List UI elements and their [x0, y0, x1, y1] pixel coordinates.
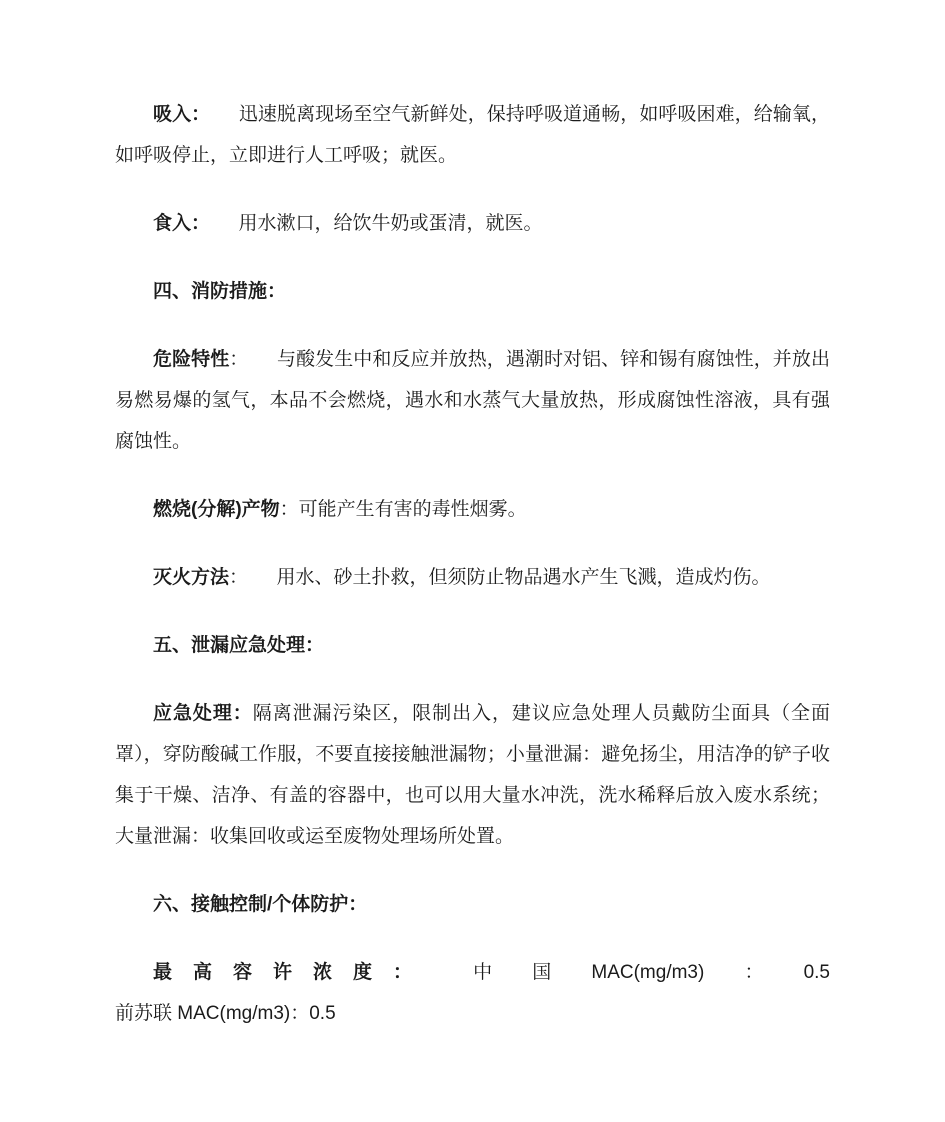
- para-combustion-products: [115, 489, 830, 530]
- mac-label: 最高容许浓度：: [153, 962, 434, 983]
- label-gap: [239, 567, 277, 588]
- para-inhalation: [115, 94, 830, 176]
- label-colon: ：: [229, 349, 239, 370]
- label-colon: ：: [279, 499, 299, 520]
- paragraph-text: 隔离泄漏污染区，限制出入，建议应急处理人员戴防尘面具（全面罩），穿防酸碱工作服，不要直接接触泄漏物；小量泄漏：避免扬尘，用洁净的铲子收集于干燥、洁净、有盖的容器中，也可以用大量水冲洗，洗水稀释后放入废水系统；大量泄漏：收集回收或运至废物处理场所处置。: [115, 703, 830, 847]
- para-extinguishing-methods: [115, 557, 830, 598]
- label-gap: [201, 213, 239, 234]
- mac-segment: 国: [532, 962, 552, 983]
- paragraph-label: 燃烧(分解)产物: [153, 499, 280, 520]
- para-ingestion: [115, 203, 830, 244]
- paragraph-label: 危险特性: [153, 349, 230, 370]
- paragraph-text: 与酸发生中和反应并放热，遇潮时对铝、锌和锡有腐蚀性，并放出易燃易爆的氢气，本品不会燃烧，遇水和水蒸气大量放热，形成腐蚀性溶液，具有强腐蚀性。: [115, 349, 830, 452]
- para-emergency-treatment: [115, 693, 830, 857]
- mac-justified-line: [153, 952, 830, 993]
- paragraph-text: 用水、砂土扑救，但须防止物品遇水产生飞溅，造成灼伤。: [276, 567, 771, 588]
- label-colon: ：: [229, 567, 239, 588]
- label-gap: [239, 349, 277, 370]
- mac-line2: 前苏联 MAC(mg/m3)：0.5: [115, 1003, 336, 1024]
- document-page: [115, 94, 830, 1034]
- mac-segment: 0.5: [803, 962, 830, 983]
- paragraph-text: 可能产生有害的毒性烟雾。: [298, 499, 527, 520]
- paragraph-label: 食入：: [153, 213, 201, 234]
- section-heading-fire-measures: 四、消防措施：: [153, 281, 287, 302]
- para-hazard-characteristics: [115, 339, 830, 462]
- paragraph-text: 迅速脱离现场至空气新鲜处，保持呼吸道通畅，如呼吸困难，给输氧，如呼吸停止，立即进行人工呼吸；就医。: [115, 104, 830, 166]
- mac-segment: 中: [473, 962, 493, 983]
- section-heading-leakage-emergency: 五、泄漏应急处理：: [153, 635, 325, 656]
- paragraph-text: 用水漱口，给饮牛奶或蛋清，就医。: [238, 213, 543, 234]
- mac-segment: ：: [744, 962, 764, 983]
- paragraph-label: 灭火方法: [153, 567, 230, 588]
- section-heading-exposure-control: 六、接触控制/个体防护：: [153, 894, 368, 915]
- label-gap: [201, 104, 239, 125]
- mac-segment: MAC(mg/m3): [591, 962, 705, 983]
- paragraph-label: 应急处理：: [153, 703, 253, 724]
- paragraph-label: 吸入：: [153, 104, 201, 125]
